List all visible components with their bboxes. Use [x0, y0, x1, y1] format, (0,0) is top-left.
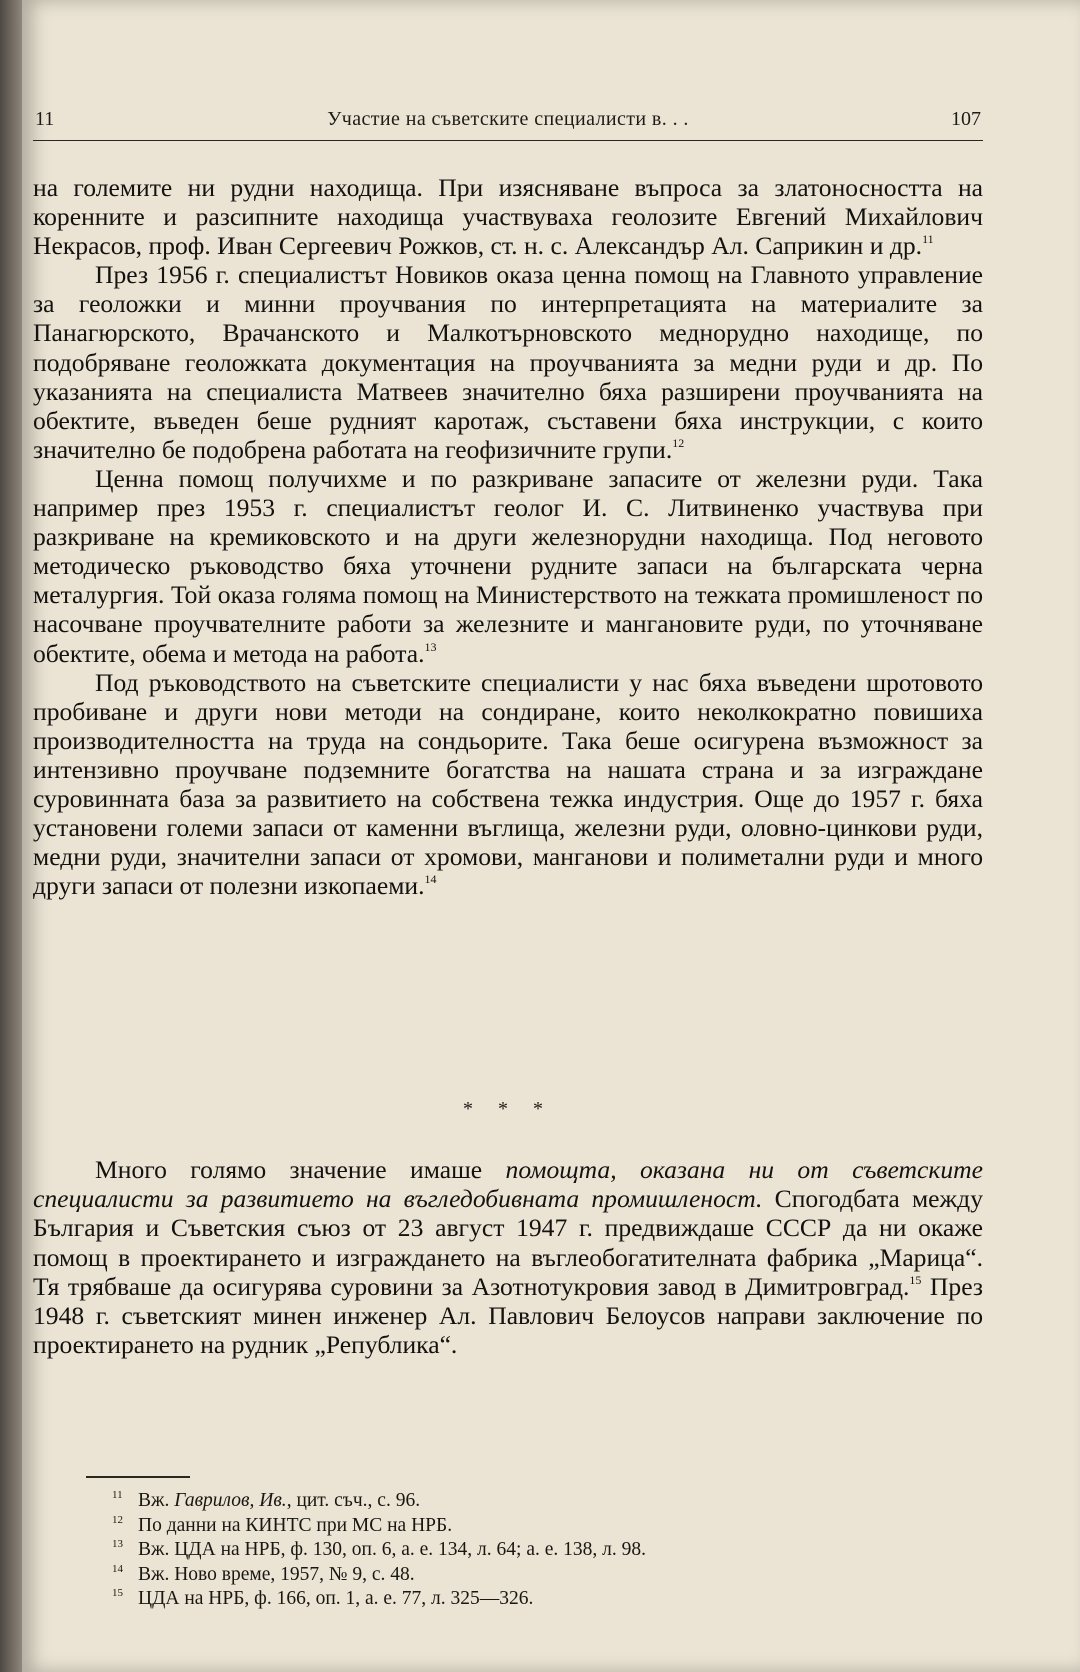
footnote: 14 Вж. Ново време, 1957, № 9, с. 48.: [112, 1562, 415, 1585]
footnote-divider: [86, 1476, 190, 1478]
book-spine-edge: [0, 0, 22, 1672]
running-header: [33, 106, 983, 141]
footnote-ref-14: 14: [424, 872, 437, 887]
page-number: 107: [951, 108, 981, 130]
section-separator: * * *: [463, 1098, 553, 1120]
footnote-ref-11: 11: [922, 232, 934, 247]
section-paragraph: Много голямо значение имаше помощта, оказана ни от съветските специалисти за развитието на въгледобивната промишленост. Спогодбата между България и Съветския съюз от 23 август 1947 г. предвиждаше СССР да ни окаже помощ в проектирането и изграждането на въглеобогатителната фабрика „Марица“. Тя трябваше да осигурява суровини за Азотнотукровия завод в Димитровград.$^{15}$ През 1948 г. съветският минен инженер Ал. Павлович Белоусов направи заключение по проектирането на рудник „Република“.: [33, 1155, 984, 1360]
running-title: Участие на съветските специалисти в. . .: [327, 108, 689, 130]
footnote: 11 Вж. Гаврилов, Ив., цит. съч., с. 96.: [112, 1489, 421, 1511]
footnote: 15 ЦДА на НРБ, ф. 166, оп. 1, а. е. 77, л. 325—326.: [112, 1587, 534, 1610]
chapter-number: 11: [35, 108, 55, 130]
footnote-ref-15: 15: [909, 1272, 922, 1287]
footnote-ref-12: 12: [672, 435, 685, 450]
footnote: 12 По данни на КИНТС при МС на НРБ.: [112, 1513, 453, 1536]
footnotes: [112, 1489, 982, 1612]
footnote-ref-13: 13: [424, 639, 437, 654]
paragraph-4: Под ръководството на съветските специалисти у нас бяха въведени шротовото пробиване и други нови методи на сондиране, които неколкократно повишиха производителността на труда на сондьорите. Така беше осигурена възможност за интензивно проучване подземните богатства на нашата страна и за изграждане суровинната база за развитието на собствена тежка индустрия. Още до 1957 г. бяха установени големи запаси от каменни въглища, железни руди, оловно-цинкови руди, медни руди, значителни запаси от хромови, манганови и полиметални руди и много други запаси от полезни изкопаеми.$^{14}$: [33, 667, 983, 901]
paragraph-2: През 1956 г. специалистът Новиков оказа ценна помощ на Главното управление за геоложки и минни проучвания по интерпретацията на материалите за Панагюрското, Врачанското и Малкотърновското меднорудно находище, по подобряване геоложката документация на проучванията за медни руди и др. По указанията на специалиста Матвеев значително бяха разширени проучванията на обектите, въведен беше рудният каротаж, съставени бяха инструкции, с които значително бе подобрена работата на геофизичните групи.$^{12}$: [33, 260, 983, 464]
emphasized-phrase: помощта, оказана ни от съветските специалисти за развитието на въгледобивната промишленост.: [33, 1155, 983, 1214]
footnote: 13 Вж. ЦДА на НРБ, ф. 130, оп. 6, а. е. 134, л. 64; а. е. 138, л. 98.: [112, 1538, 646, 1561]
main-text: [33, 173, 983, 900]
paragraph-1: на големите ни рудни находища. При изясняване въпроса за златоносността на коренните и разсипните находища участвуваха геолозите Евгений Михайлович Некрасов, проф. Иван Сергеевич Рожков, ст. н. с. Александър Ал. Саприкин и др.$^{11}$: [33, 173, 983, 261]
paragraph-3: Ценна помощ получихме и по разкриване запасите от железни руди. Така например през 1953 г. специалистът геолог И. С. Литвиненко участвува при разкриване на кремиковското и на други железнорудни находища. Под неговото методическо ръководство бяха уточнени рудните запаси на българската черна металургия. Той оказа голяма помощ на Министерството на тежката промишленост по насочване проучвателните работи за железните и мангановите руди, по уточняване обектите, обема и метода на работа.$^{13}$: [33, 463, 983, 668]
